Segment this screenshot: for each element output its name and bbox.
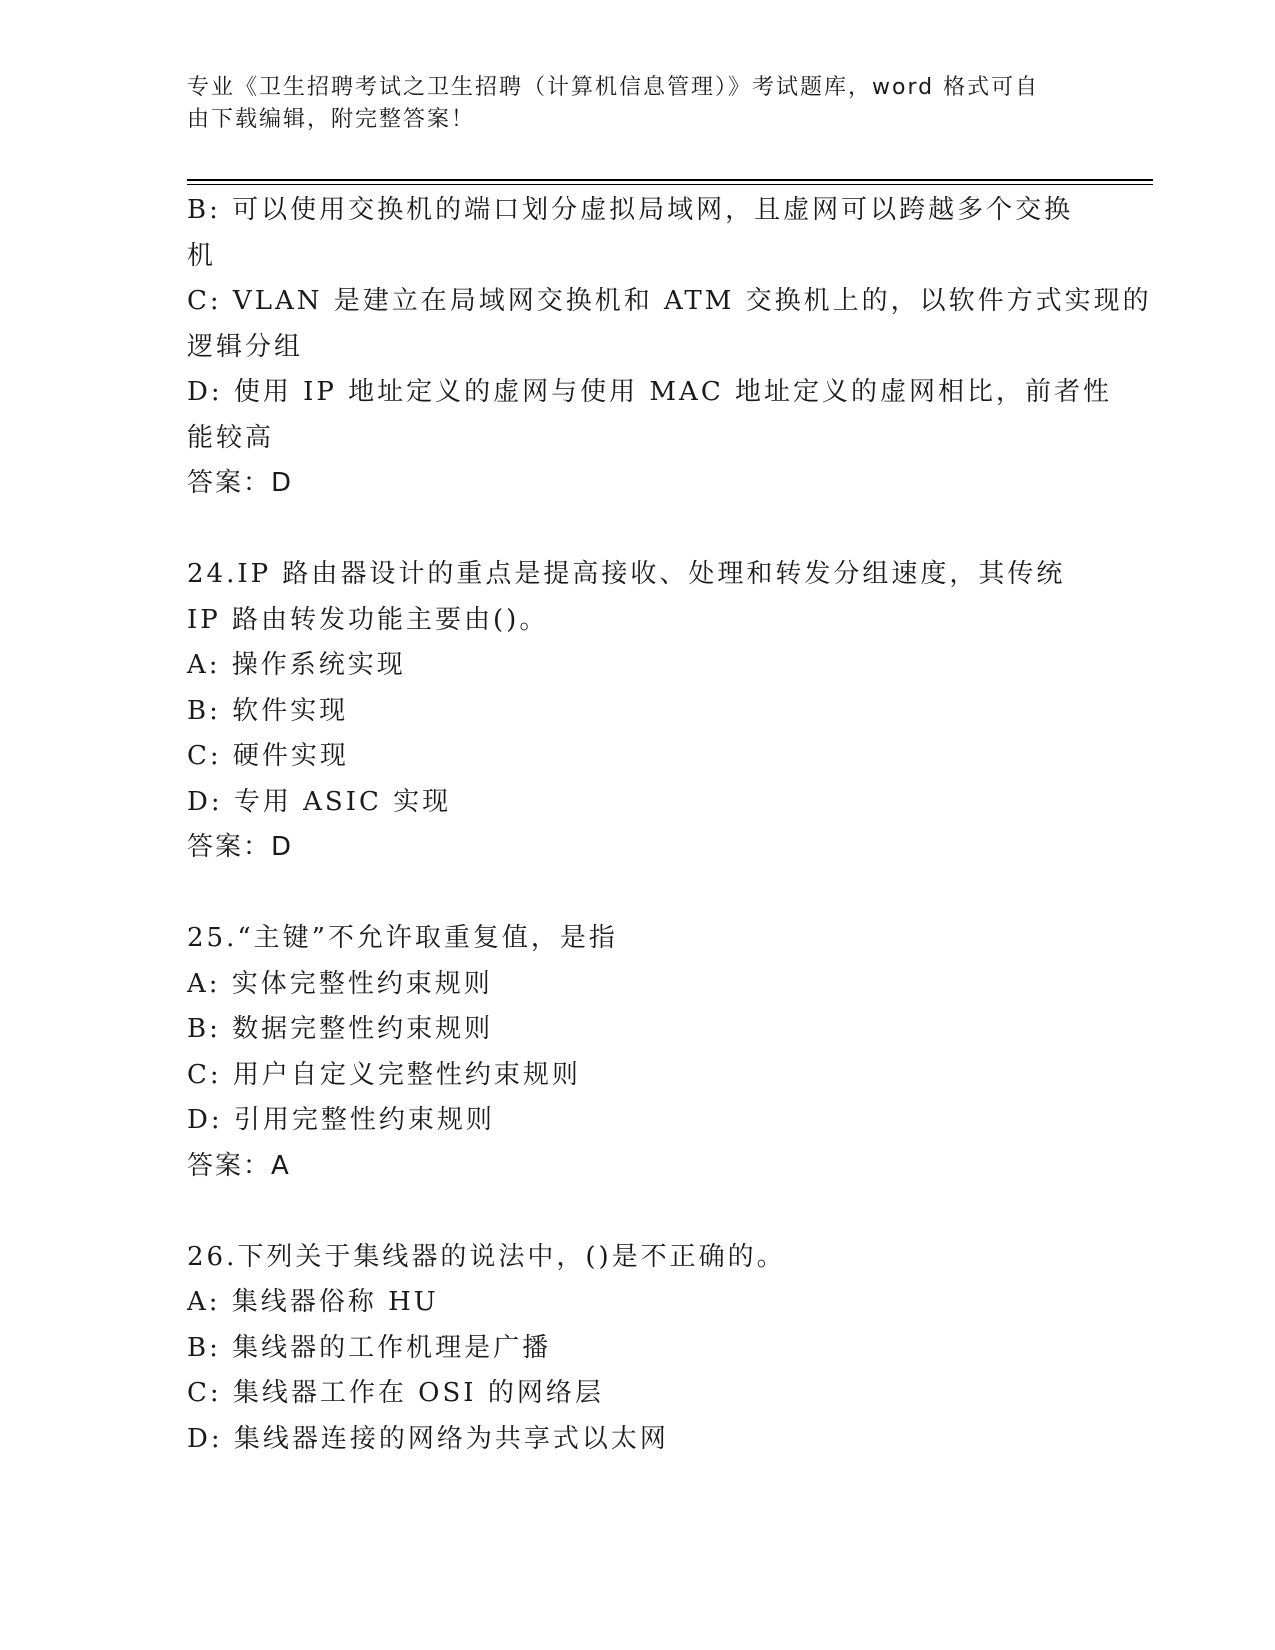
header-line-1: 专业《卫生招聘考试之卫生招聘（计算机信息管理）》考试题库，word 格式可自 — [187, 75, 1040, 100]
text-line: B: 数据完整性约束规则 — [187, 1014, 494, 1044]
text-line: D: 专用 ASIC 实现 — [187, 786, 452, 817]
header-rule-thin — [187, 184, 1153, 185]
text-line: 25.“主键”不允许取重复值，是指 — [187, 923, 618, 953]
paragraph-gap — [187, 1189, 1087, 1235]
header-rule-thick — [187, 179, 1153, 181]
text-line: IP 路由转发功能主要由()。 — [187, 604, 549, 635]
text-line: A: 操作系统实现 — [187, 650, 406, 680]
answer-line: 答案：D — [187, 468, 294, 498]
answer-line: 答案：A — [187, 1150, 291, 1181]
text-line: D: 引用完整性约束规则 — [187, 1105, 495, 1135]
text-line: 逻辑分组 — [187, 331, 304, 362]
paragraph-gap — [187, 871, 1087, 917]
paragraph-gap — [187, 507, 1087, 553]
text-line: B: 可以使用交换机的端口划分虚拟局域网，且虚网可以跨越多个交换 — [187, 195, 1074, 225]
text-line: D: 使用 IP 地址定义的虚网与使用 MAC 地址定义的虚网相比，前者性 — [187, 377, 1112, 407]
text-line: B: 集线器的工作机理是广播 — [187, 1332, 552, 1363]
text-line: 24.IP 路由器设计的重点是提高接收、处理和转发分组速度，其传统 — [187, 559, 1066, 589]
text-line: 26.下列关于集线器的说法中，()是不正确的。 — [187, 1241, 786, 1272]
text-line: 机 — [187, 240, 217, 271]
text-line: C: 硬件实现 — [187, 741, 349, 771]
answer-line: 答案：D — [187, 832, 294, 862]
text-line: D: 集线器连接的网络为共享式以太网 — [187, 1423, 669, 1454]
header-line-2: 由下载编辑，附完整答案！ — [187, 107, 476, 132]
text-line: C: 集线器工作在 OSI 的网络层 — [187, 1378, 604, 1408]
text-line: C: VLAN 是建立在局域网交换机和 ATM 交换机上的，以软件方式实现的 — [187, 286, 1152, 316]
question-body — [187, 188, 1152, 1462]
text-line: A: 实体完整性约束规则 — [187, 968, 493, 999]
text-line: C: 用户自定义完整性约束规则 — [187, 1059, 581, 1090]
document-header — [187, 72, 1067, 136]
text-line: A: 集线器俗称 HU — [187, 1287, 439, 1317]
text-line: B: 软件实现 — [187, 695, 349, 726]
text-line: 能较高 — [187, 422, 275, 453]
